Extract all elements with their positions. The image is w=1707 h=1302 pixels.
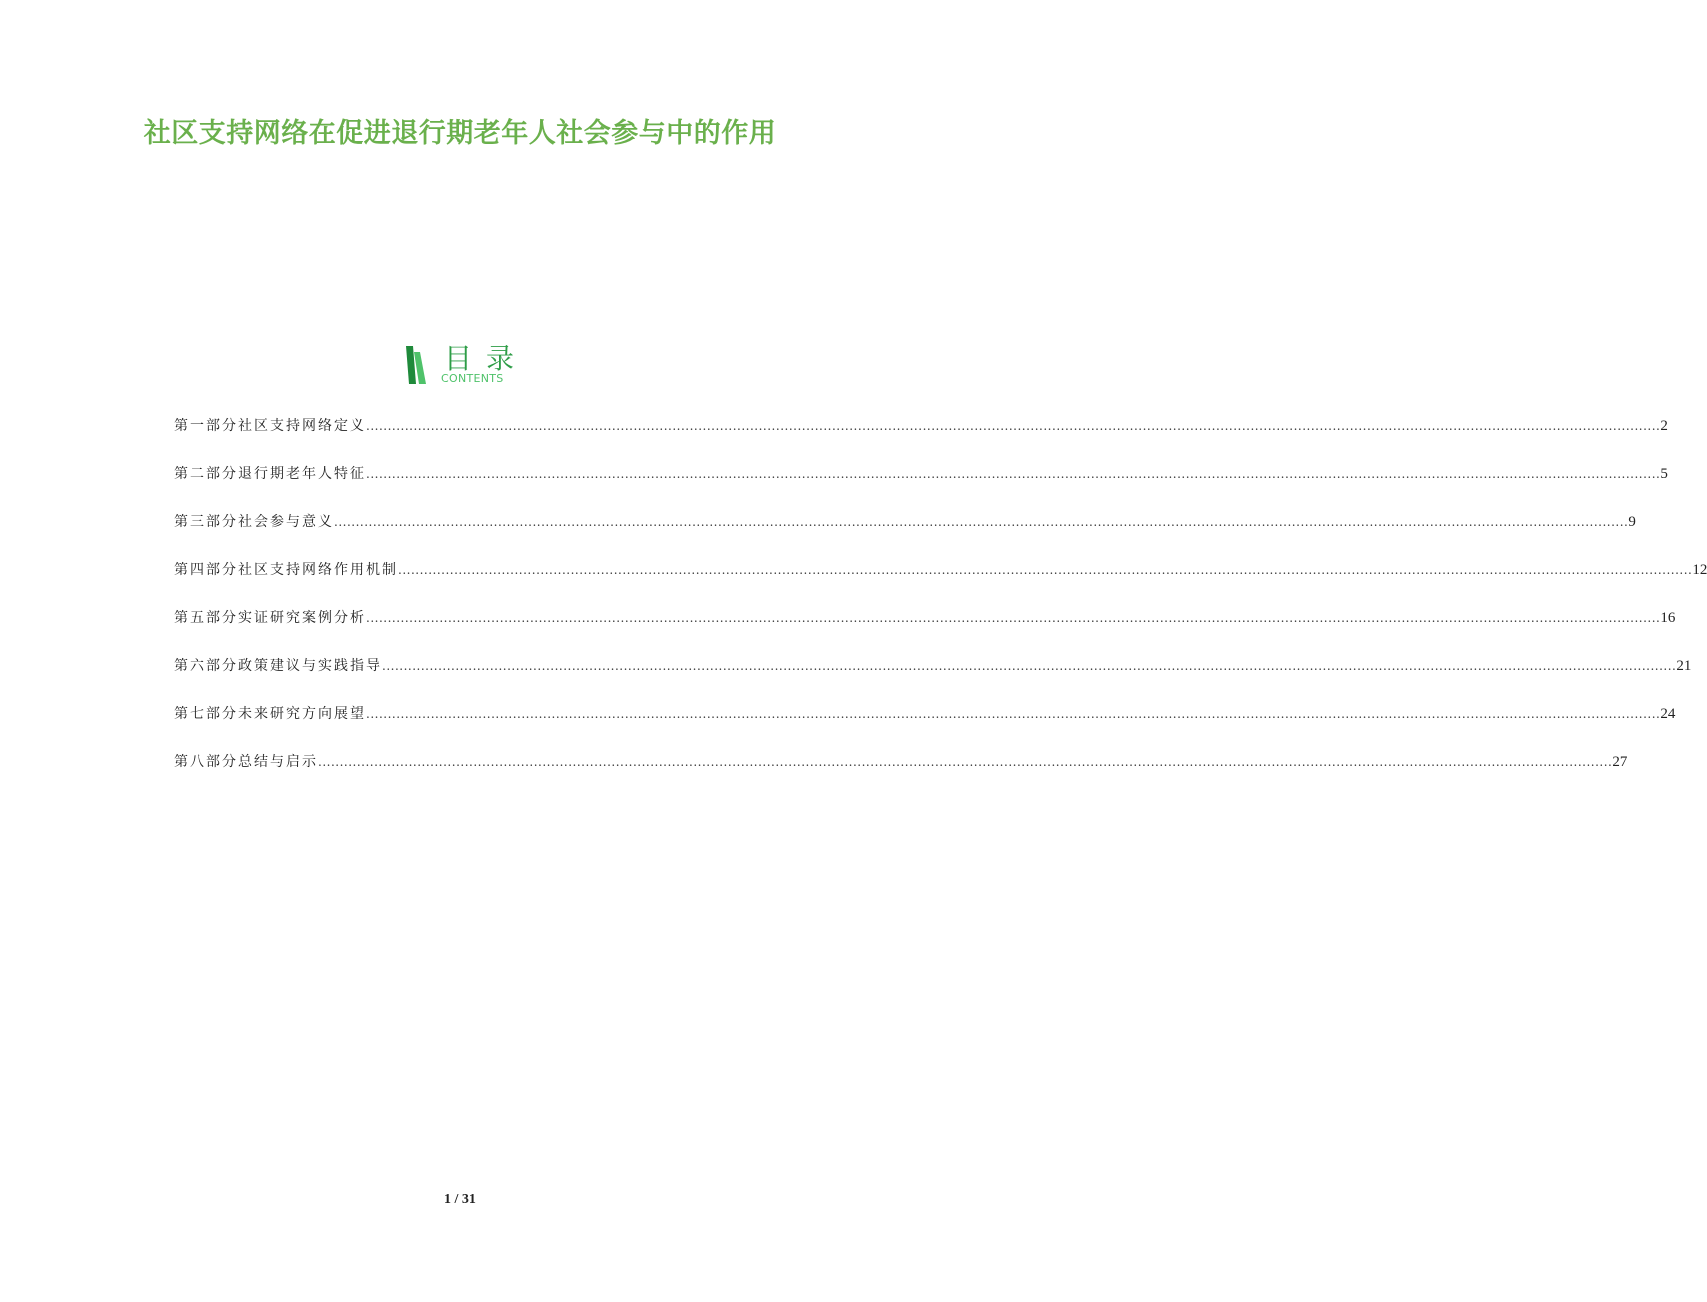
toc-part: 第四部分 — [174, 562, 238, 578]
toc-leader: ............................................................................................................................................................................................................................................................................................................ — [398, 563, 1693, 577]
toc-entry[interactable] — [174, 508, 1636, 556]
toc-entry[interactable] — [174, 604, 1676, 652]
toc-label: 总结与启示 — [238, 754, 318, 770]
toc-page: 21 — [1676, 658, 1692, 674]
toc-entry[interactable] — [174, 412, 1668, 460]
page-number: 1 / 31 — [444, 1192, 476, 1207]
toc-page: 2 — [1660, 418, 1668, 434]
table-of-contents — [174, 412, 1707, 796]
toc-part: 第六部分 — [174, 658, 238, 674]
toc-leader: ............................................................................................................................................................................................................................................................................................................ — [366, 707, 1661, 721]
toc-heading-en: CONTENTS — [441, 372, 504, 385]
toc-page: 5 — [1660, 466, 1668, 482]
toc-leader: ............................................................................................................................................................................................................................................................................................................ — [382, 659, 1677, 673]
toc-logo-icon — [404, 344, 430, 386]
toc-part: 第三部分 — [174, 514, 238, 530]
toc-entry[interactable] — [174, 700, 1676, 748]
toc-leader: ............................................................................................................................................................................................................................................................................................................ — [366, 611, 1661, 625]
toc-label: 社区支持网络定义 — [238, 418, 366, 434]
toc-leader: ............................................................................................................................................................................................................................................................................................................ — [334, 515, 1629, 529]
toc-part: 第八部分 — [174, 754, 238, 770]
toc-page: 24 — [1660, 706, 1676, 722]
toc-part: 第一部分 — [174, 418, 238, 434]
toc-entry[interactable] — [174, 748, 1628, 796]
toc-label: 社区支持网络作用机制 — [238, 562, 398, 578]
toc-page: 16 — [1660, 610, 1676, 626]
toc-entry[interactable] — [174, 556, 1707, 604]
toc-label: 实证研究案例分析 — [238, 610, 366, 626]
toc-page: 27 — [1612, 754, 1628, 770]
toc-leader: ............................................................................................................................................................................................................................................................................................................ — [366, 467, 1661, 481]
toc-page: 12 — [1692, 562, 1707, 578]
toc-heading: 目录 — [444, 342, 529, 375]
toc-entry[interactable] — [174, 652, 1692, 700]
toc-part: 第七部分 — [174, 706, 238, 722]
toc-label: 退行期老年人特征 — [238, 466, 366, 482]
toc-part: 第二部分 — [174, 466, 238, 482]
toc-leader: ............................................................................................................................................................................................................................................................................................................ — [318, 755, 1613, 769]
toc-leader: ............................................................................................................................................................................................................................................................................................................ — [366, 419, 1661, 433]
toc-part: 第五部分 — [174, 610, 238, 626]
toc-page: 9 — [1628, 514, 1636, 530]
toc-label: 社会参与意义 — [238, 514, 334, 530]
toc-label: 未来研究方向展望 — [238, 706, 366, 722]
toc-label: 政策建议与实践指导 — [238, 658, 382, 674]
toc-entry[interactable] — [174, 460, 1668, 508]
toc-header — [404, 342, 534, 392]
document-title: 社区支持网络在促进退行期老年人社会参与中的作用 — [143, 118, 777, 149]
